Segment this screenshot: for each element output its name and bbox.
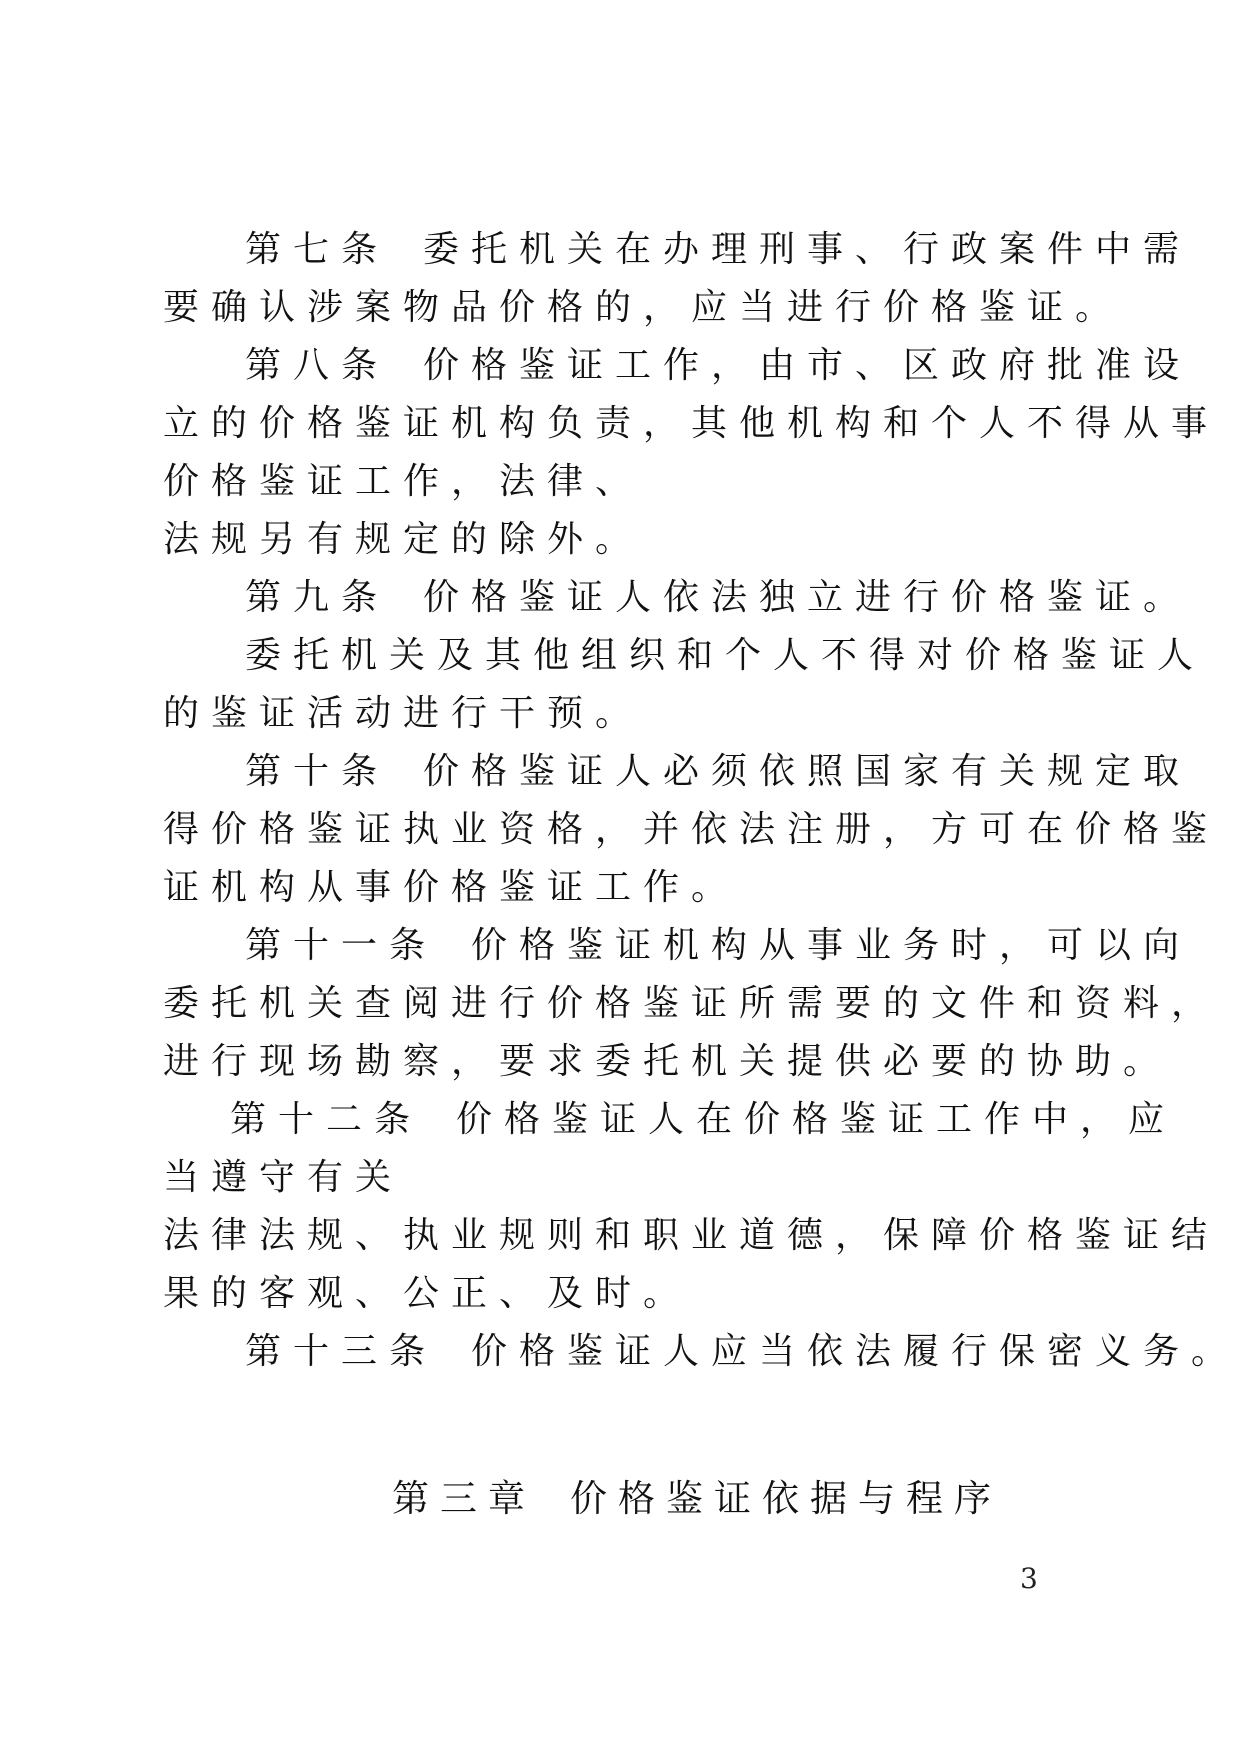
page-number: 3 bbox=[1020, 1562, 1038, 1595]
article-12-line-2: 当遵守有关 bbox=[163, 1157, 404, 1198]
article-12-line-3: 法律法规、执业规则和职业道德，保障价格鉴证结 bbox=[163, 1215, 1220, 1256]
chapter-label: 第三章 bbox=[392, 1477, 536, 1520]
article-9-paragraph-2-line-2: 的鉴证活动进行干预。 bbox=[163, 693, 644, 734]
article-8-line-4: 法规另有规定的除外。 bbox=[163, 519, 644, 560]
article-9-paragraph-2-line-1: 委托机关及其他组织和个人不得对价格鉴证人 bbox=[245, 635, 1206, 676]
article-11-label: 第十一条 bbox=[245, 925, 438, 966]
article-9-line-1: 第九条 价格鉴证人依法独立进行价格鉴证。 bbox=[245, 577, 1192, 618]
article-10-line-1: 第十条 价格鉴证人必须依照国家有关规定取 bbox=[245, 751, 1192, 792]
article-12-line-1: 第十二条 价格鉴证人在价格鉴证工作中，应 bbox=[230, 1099, 1177, 1140]
chapter-title: 价格鉴证依据与程序 bbox=[570, 1477, 1002, 1520]
article-8-line-1: 第八条 价格鉴证工作，由市、区政府批准设 bbox=[245, 345, 1192, 386]
article-13-line-1: 第十三条 价格鉴证人应当依法履行保密义务。 bbox=[245, 1331, 1240, 1372]
article-12-line-4: 果的客观、公正、及时。 bbox=[163, 1273, 692, 1314]
article-13-label: 第十三条 bbox=[245, 1331, 438, 1372]
article-11-line-3: 进行现场勘察，要求委托机关提供必要的协助。 bbox=[163, 1041, 1172, 1082]
chapter-heading bbox=[392, 1474, 1002, 1524]
article-8-label: 第八条 bbox=[245, 345, 390, 386]
article-12-label: 第十二条 bbox=[230, 1099, 423, 1140]
article-10-line-3: 证机构从事价格鉴证工作。 bbox=[163, 867, 740, 908]
article-11-line-1: 第十一条 价格鉴证机构从事业务时，可以向 bbox=[245, 925, 1192, 966]
article-10-line-2: 得价格鉴证执业资格，并依法注册，方可在价格鉴 bbox=[163, 809, 1220, 850]
article-8-line-2: 立的价格鉴证机构负责，其他机构和个人不得从事 bbox=[163, 403, 1220, 444]
article-7-label: 第七条 bbox=[245, 229, 390, 270]
article-8-line-3: 价格鉴证工作，法律、 bbox=[163, 461, 644, 502]
article-7-line-2: 要确认涉案物品价格的，应当进行价格鉴证。 bbox=[163, 287, 1124, 328]
article-10-label: 第十条 bbox=[245, 751, 390, 792]
article-11-line-2: 委托机关查阅进行价格鉴证所需要的文件和资料， bbox=[163, 983, 1220, 1024]
article-9-label: 第九条 bbox=[245, 577, 390, 618]
article-7-line-1: 第七条 委托机关在办理刑事、行政案件中需 bbox=[245, 229, 1192, 270]
